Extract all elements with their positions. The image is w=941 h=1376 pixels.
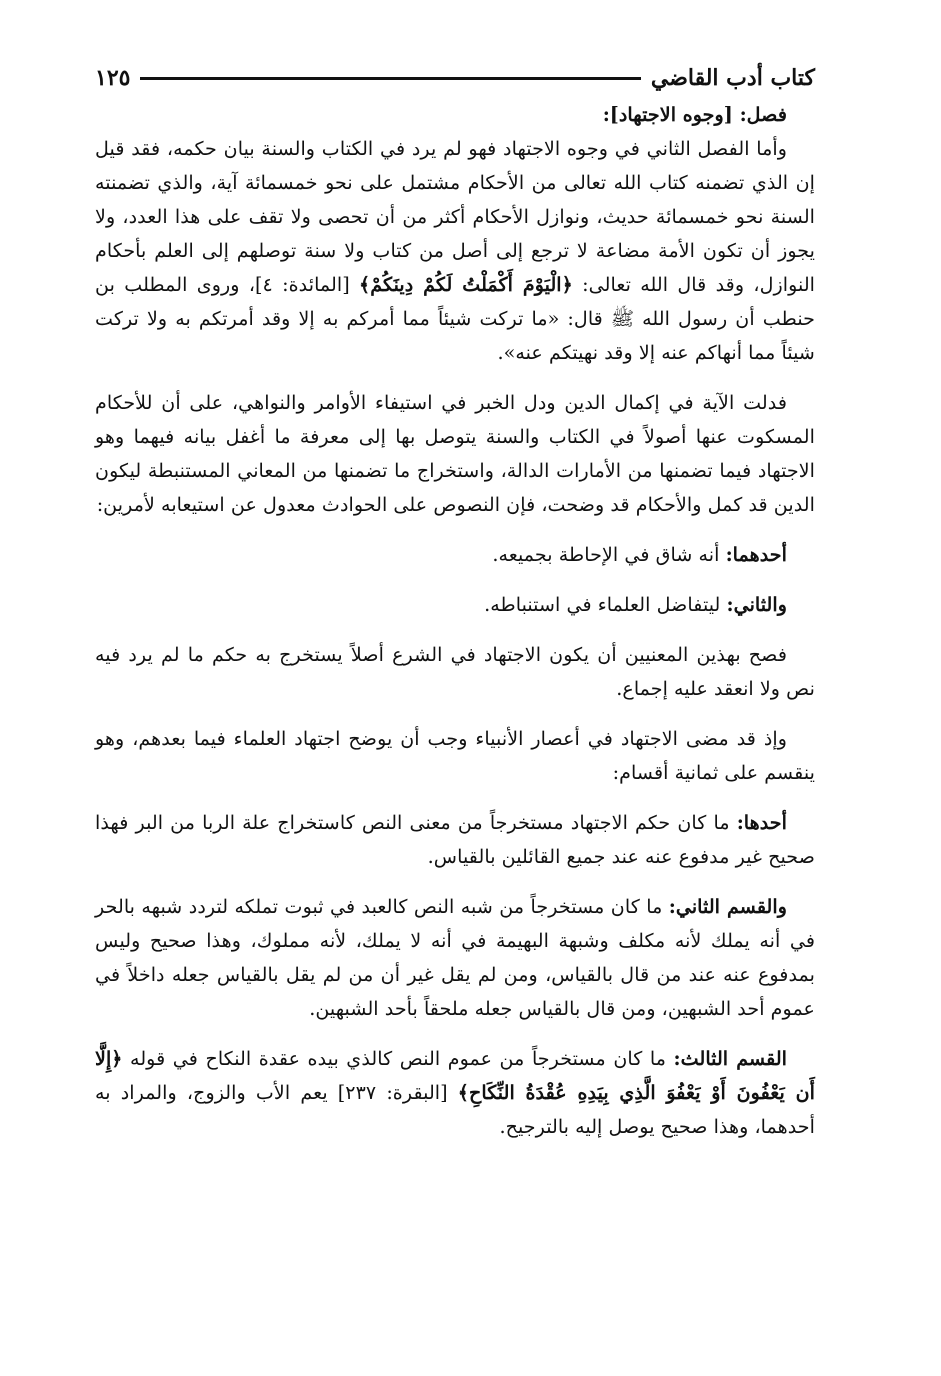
book-page — [95, 58, 815, 1144]
paragraph-8 — [95, 890, 815, 1026]
quran-verse: ﴿الْيَوْمَ أَكْمَلْتُ لَكُمْ دِينَكُمْ﴾ — [358, 273, 573, 296]
paragraph-4 — [95, 588, 815, 622]
item-label: القسم الثالث: — [673, 1047, 787, 1070]
quran-verse: ﴿إِلَّا أَن يَعْفُونَ أَوْ يَعْفُوَ الَّذِي بِيَدِهِ عُقْدَةُ النِّكَاحِ﴾ — [95, 1047, 816, 1104]
page-number: ١٢٥ — [95, 65, 131, 91]
item-text: ما كان مستخرجاً من عموم النص كالذي بيده عقدة النكاح في قوله — [122, 1047, 674, 1070]
paragraph-text: فصح بهذين المعنيين أن يكون الاجتهاد في الشرع أصلاً يستخرج به حكم ما لم يرد فيه نص ولا انعقد عليه إجماع. — [95, 643, 815, 700]
book-title: كتاب أدب القاضي — [650, 65, 815, 91]
paragraph-3 — [95, 538, 815, 572]
paragraph-text: وإذ قد مضى الاجتهاد في أعصار الأنبياء وجب أن يوضح اجتهاد العلماء فيما بعدهم، وهو ينقسم على ثمانية أقسام: — [95, 727, 815, 784]
paragraph-text: وأما الفصل الثاني في وجوه الاجتهاد فهو لم يرد في الكتاب والسنة بيان حكمه، فقد قيل إن الذي تضمنه كتاب الله تعالى من الأحكام مشتمل على نحو خمسمائة آية، والذي تضمنته السنة نحو خمسمائة حديث، ونوازل الأحكام أكثر من أن تحصى ولا تقف على هذا العدد، ولا يجوز أن تكون الأمة مضاعة لا ترجع إلى أصل من كتاب ولا سنة توصلهم إلى العلم بأحكام النوازل، وقد قال الله تعالى: — [95, 137, 815, 296]
item-label: والثاني: — [726, 593, 787, 616]
paragraph-text-continued: [المائدة: ٤]، وروى المطلب بن حنطب أن رسول الله ﷺ قال: «ما تركت شيئاً مما أمركم به إلا وقد أمرتكم به ولا تركت شيئاً مما أنهاكم عنه إلا وقد نهيتكم عنه». — [95, 273, 815, 364]
item-text: ليتفاضل العلماء في استنباطه. — [484, 593, 727, 616]
item-text-continued: [البقرة: ٢٣٧] يعم الأب والزوج، والمراد به أحدهما، وهذا صحيح يوصل إليه بالترجيح. — [95, 1081, 815, 1138]
page-body — [95, 98, 815, 1144]
item-text: ما كان حكم الاجتهاد مستخرجاً من معنى النص كاستخراج علة الربا من البر فهذا صحيح غير مدفوع عنه عند جميع القائلين بالقياس. — [95, 811, 815, 868]
paragraph-text: فدلت الآية في إكمال الدين ودل الخبر في استيفاء الأوامر والنواهي، على أن للأحكام المسكوت عنها أصولاً في الكتاب والسنة يتوصل بها إلى معرفة ما أغفل بيانه فيهما وهو الاجتهاد فيما تضمنها من الأمارات الدالة، واستخراج ما تضمنها من المعاني المستنبطة ليكون الدين قد كمل والأحكام قد وضحت، فإن النصوص على الحوادث معدول عن استيعابه لأمرين: — [95, 391, 815, 516]
item-text: ما كان مستخرجاً من شبه النص كالعبد في ثبوت تملكه لتردد شبهه بالحر في أنه يملك لأنه مكلف وشبهة البهيمة في أنه لا يملك، لأنه مملوك، وهذا صحيح وليس بمدفوع عنه عند من قال بالقياس، ومن لم يقل غير أن من لم يقل بالقياس جعله داخلاً في عموم أحد الشبهين، ومن قال بالقياس جعله ملحقاً بأحد الشبهين. — [95, 895, 815, 1020]
paragraph-1 — [95, 132, 815, 370]
running-header — [95, 58, 815, 98]
item-label: أحدها: — [736, 811, 787, 834]
item-label: والقسم الثاني: — [668, 895, 787, 918]
item-text: أنه شاق في الإحاطة بجميعه. — [492, 543, 726, 566]
paragraph-7 — [95, 806, 815, 874]
paragraph-6 — [95, 722, 815, 790]
section-heading: فصل: [وجوه الاجتهاد]: — [602, 103, 787, 126]
paragraph-9 — [95, 1042, 815, 1144]
paragraph-2 — [95, 386, 815, 522]
header-rule — [140, 77, 640, 80]
paragraph-5 — [95, 638, 815, 706]
item-label: أحدهما: — [725, 543, 787, 566]
